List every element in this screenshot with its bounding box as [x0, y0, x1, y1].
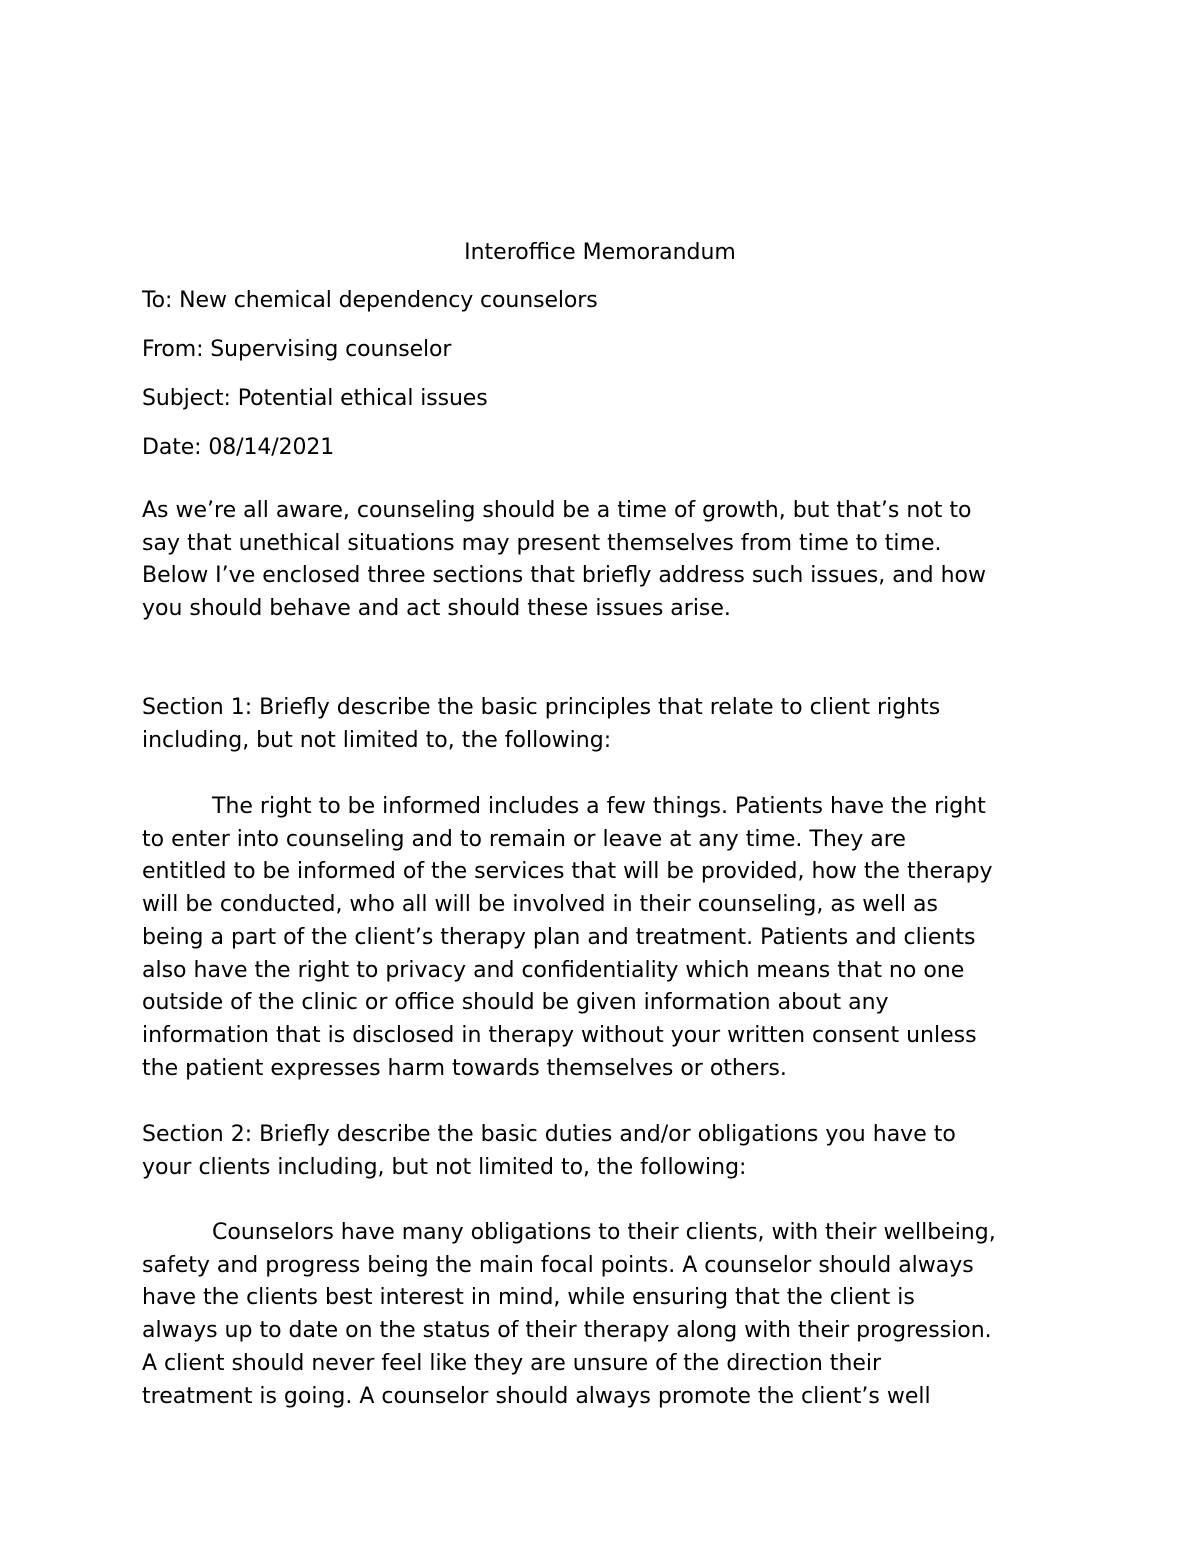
memo-from-line: From: Supervising counselor [142, 337, 452, 362]
memo-title: Interoffice Memorandum [464, 240, 736, 265]
intro-line: As we’re all aware, counseling should be a time of growth, but that’s not to [142, 498, 972, 523]
section2-body-line: always up to date on the status of their therapy along with their progression. [142, 1318, 992, 1344]
section2-body [142, 1217, 1072, 1413]
section1-body-line: information that is disclosed in therapy without your written consent unless [142, 1022, 977, 1048]
section2-heading-line: your clients including, but not limited to, the following: [142, 1154, 747, 1180]
section1-body-line: the patient expresses harm towards themselves or others. [142, 1055, 787, 1081]
section2-body-line: Counselors have many obligations to their clients, with their wellbeing, [212, 1220, 996, 1245]
section1-heading [142, 692, 1072, 757]
section1-body-line: outside of the clinic or office should be given information about any [142, 990, 889, 1016]
section2-heading-line: Section 2: Briefly describe the basic duties and/or obligations you have to [142, 1122, 956, 1147]
intro-line: Below I’ve enclosed three sections that briefly address such issues, and how [142, 563, 987, 589]
intro-line: say that unethical situations may present themselves from time to time. [142, 530, 942, 556]
section1-heading-line: including, but not limited to, the following: [142, 727, 612, 753]
section1-body-line: will be conducted, who all will be involved in their counseling, as well as [142, 892, 938, 918]
intro-paragraph [142, 495, 1072, 626]
section1-heading-line: Section 1: Briefly describe the basic principles that relate to client rights [142, 695, 941, 720]
intro-line: you should behave and act should these issues arise. [142, 596, 731, 622]
memo-subject-line: Subject: Potential ethical issues [142, 386, 488, 411]
section1-body-line: also have the right to privacy and confidentiality which means that no one [142, 957, 965, 983]
section2-body-line: have the clients best interest in mind, while ensuring that the client is [142, 1285, 915, 1311]
section1-body-line: entitled to be informed of the services that will be provided, how the therapy [142, 859, 993, 885]
section2-body-line: treatment is going. A counselor should always promote the client’s well [142, 1383, 931, 1409]
section1-body-line: being a part of the client’s therapy plan and treatment. Patients and clients [142, 924, 976, 950]
section2-body-line: safety and progress being the main focal points. A counselor should always [142, 1252, 974, 1278]
section2-body-line: A client should never feel like they are unsure of the direction their [142, 1350, 882, 1376]
memo-to-line: To: New chemical dependency counselors [142, 288, 598, 313]
section1-body-line: The right to be informed includes a few things. Patients have the right [212, 794, 986, 819]
section1-body [142, 791, 1072, 1085]
memo-date-line: Date: 08/14/2021 [142, 435, 335, 460]
section2-heading [142, 1119, 1072, 1184]
section1-body-line: to enter into counseling and to remain or leave at any time. They are [142, 826, 906, 852]
